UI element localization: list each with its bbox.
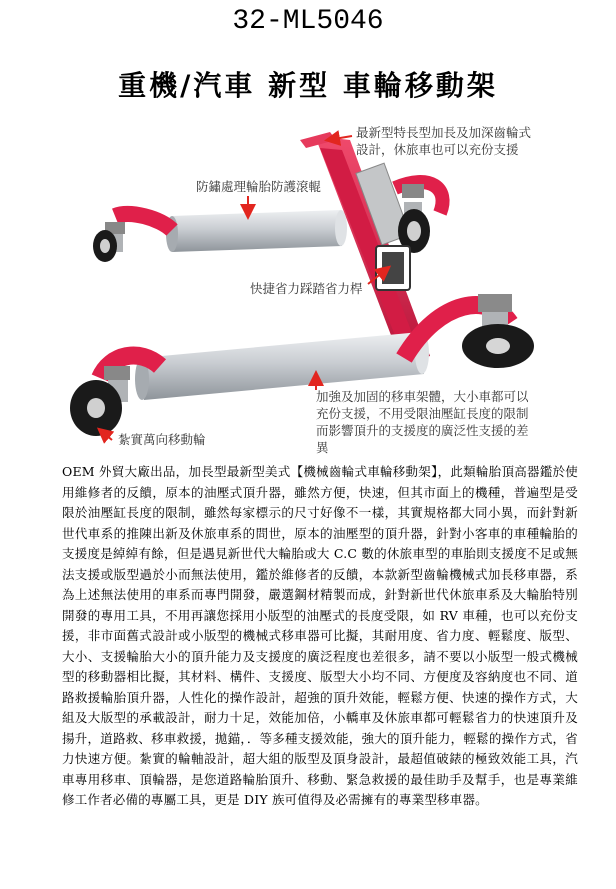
pedal-lever [376, 246, 410, 290]
callout-pedal: 快捷省力踩踏省力桿 [250, 281, 363, 296]
roller-upper [166, 210, 347, 252]
model-code: 32-ML5046 [232, 6, 384, 37]
callout-top-right: 最新型特長型加長及加深齒輪式 設計，休旅車也可以充份支援 [356, 125, 532, 157]
callout-frame: 加強及加固的移車架體，大小車都可以 充份支援，不用受限油壓缸長度的限制 而影響頂升的支援度的廣泛性支援的差 異 [316, 389, 529, 455]
page-title: 重機/汽車 新型 車輪移動架 [118, 69, 498, 102]
caster-top-right [395, 182, 443, 253]
product-description: OEM 外貿大廠出品，加長型最新型美式【機械齒輪式車輪移動架】，此類輪胎頂高器鑑於使用維修者的反饋，原本的油壓式頂升器，雖然方便，快速，但其市面上的機種，普遍型是受限於油壓缸長度的限制，雖然每家標示的尺寸好像不一樣，其實規格都大同小異，而針對新世代車系的推陳出新及休旅車系的問世，原本的油壓型的頂升器，針對小客車的車種輪胎的支援度是綽綽有餘，但是遇見新世代大輪胎或大 C.C 數的休旅車型的車胎則支援度不足或無法支援或版型過於小而無法使用，鑑於維修者的反饋，本款新型齒輪機械式加長移車器，系為上述無法使用的車系而專門開發，嚴選鋼材精製而成，針對新世代休旅車系及大輪胎特別開發的專用工具，不用再讓您採用小版型的油壓式的長度受限，如 RV 車種，也可以充份支援，非市面舊式設計或小版型的機械式移車器可比擬，其耐用度、省力度、輕鬆度、版型、大小、支援輪胎大小的頂升能力及支援度的廣泛程度也差很多，請不要以小版型一般式機械型的移動器相比擬，其材料、構件、支援度、版型大小均不同、方便度及容納度也不同、道路救援輪胎頂升器，人性化的操作設計，超強的頂升效能，輕鬆方便、快速的操作方式，大組及大版型的承載設計，耐力十足，效能加倍，小轎車及休旅車都可輕鬆省力的快速頂升及揚升，道路救、移車救援，拋錨，．等多種支援效能，強大的頂升能力，輕鬆的操作方式，省力快速方便。紮實的輪軸設計，超大組的版型及頂身設計，最超值破錶的極致效能工具，汽車專用移車、頂輪器，是您道路輪胎頂升、移動、緊急救援的最佳助手及幫手，也是專業維修工作者必備的專屬工具，更是 DIY 族可值得及必需擁有的專業型移車器。 [62, 464, 578, 807]
callout-roller: 防鏽處理輪胎防護滾輥 [196, 179, 322, 194]
callout-caster: 紮實萬向移動輪 [118, 432, 206, 447]
product-figure [0, 118, 616, 462]
caster-upper-left [93, 214, 172, 262]
